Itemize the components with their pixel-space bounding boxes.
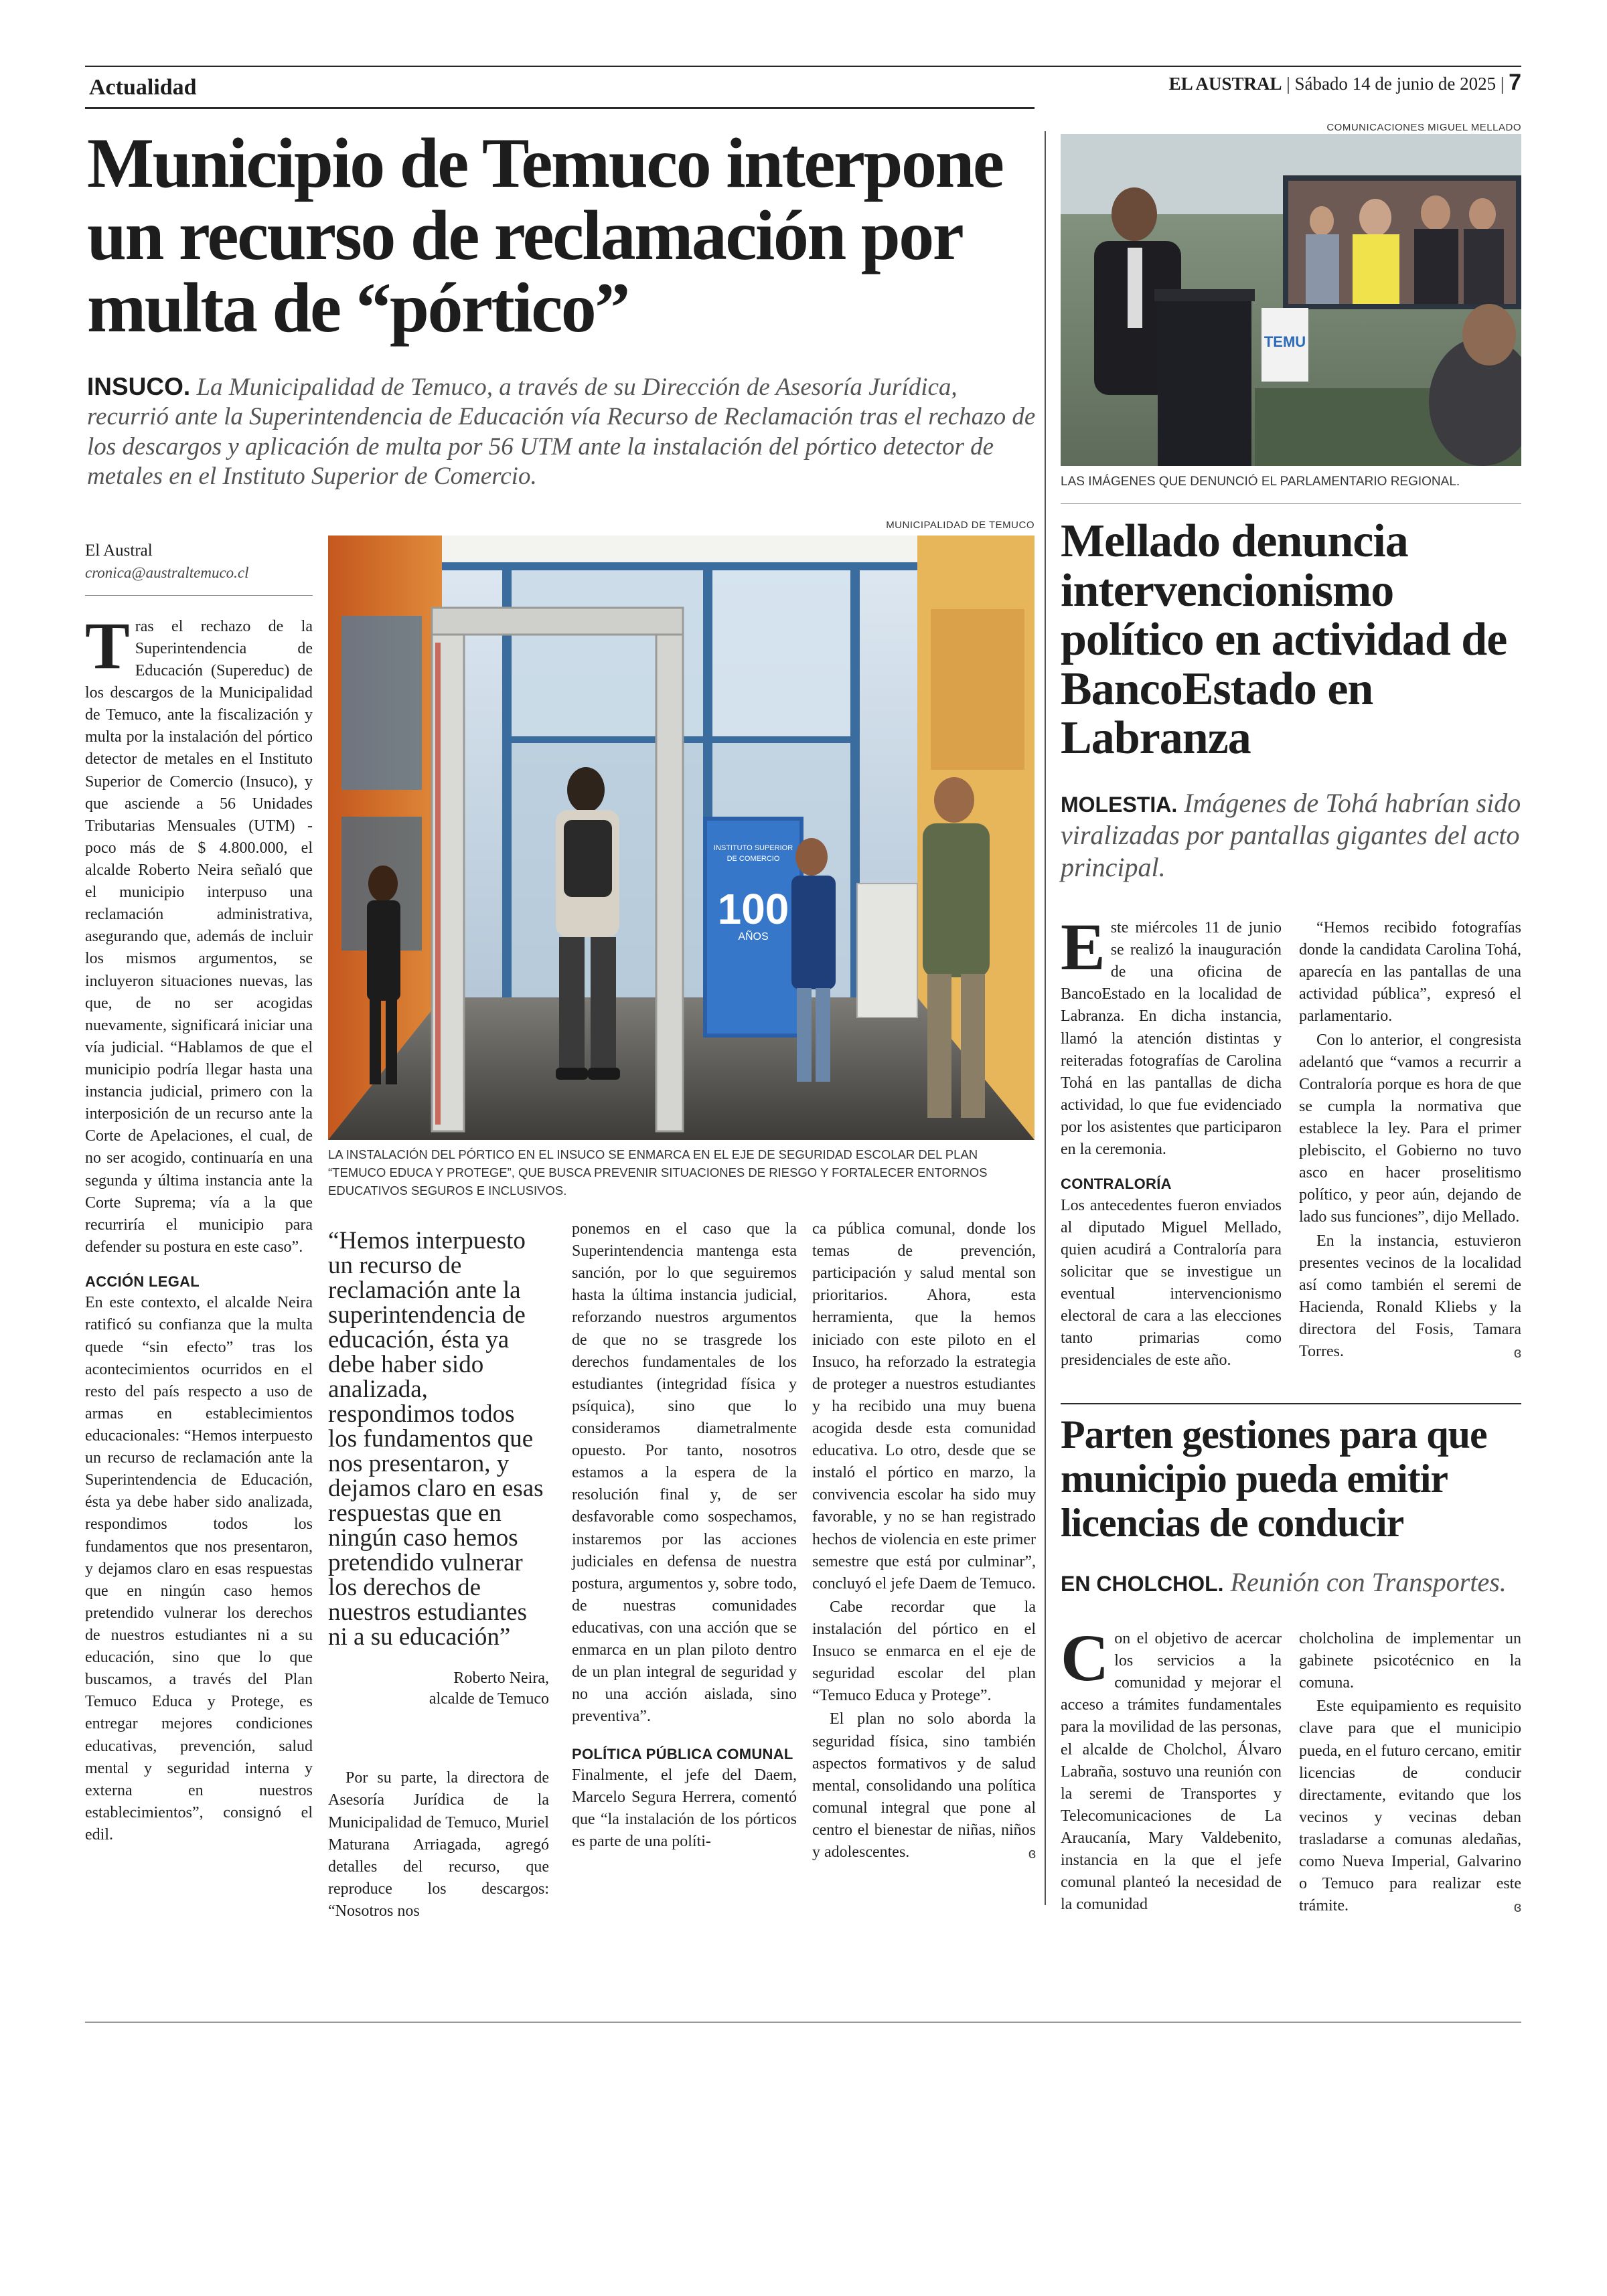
side1-col1-p1: ste miércoles 11 de junio se realizó la inauguración de una oficina de BancoEstado en la localidad de Labranza. En dicha instancia, llamó la atención distintas y reiteradas fotografías de Carolina Tohá en las pantallas de dicha actividad, lo que fue evidenciado por los asistentes que participaron en la ceremonia. <box>1061 919 1282 1159</box>
side2-col2-text <box>1299 1628 1521 1917</box>
main-col3-p1: ponemos en el caso que la Superintendencia mantenga esta sanción, por lo que seguiremos hasta la última instancia judicial, reforzando nuestros argumentos de que no se trasgrede los derechos fundamentales de los estudiantes (integridad física y psíquica), sino que lo consideramos diametralmente opuesto. Por tanto, nosotros estamos a la espera de la resolución final y, de ser desfavorable como sospechamos, instaremos por las acciones judiciales en defensa de nuestra postura, argumentos y, sobre todo, de nuestras comunidades educativas, con una acción que se enmarca en un plan piloto dentro de un plan integral de seguridad y no una acción aislada, sino preventiva”. <box>572 1220 797 1726</box>
side1-photo-illustration <box>1061 134 1521 466</box>
main-headline: Municipio de Temuco interpone un recurso de reclamación por multa de “pórtico” <box>87 124 1003 347</box>
masthead <box>919 70 1521 96</box>
page-number: 7 <box>1509 70 1521 95</box>
side1-headline: Mellado denuncia intervencionismo político en actividad de BancoEstado en Labranza <box>1061 515 1507 764</box>
masthead-separator: | <box>1286 74 1295 94</box>
side2-col2-p1: cholcholina de implementar un gabinete psicotécnico en la comuna. <box>1299 1630 1521 1692</box>
section-label: Actualidad <box>89 75 197 100</box>
quote-author: Roberto Neira, <box>453 1669 549 1687</box>
side2-col-1 <box>1061 1621 1282 1917</box>
side1-col2-p1: “Hemos recibido fotografías donde la candidata Carolina Tohá, aparecía en las pantallas de una actividad pública”, expresó el parlamentario. <box>1299 919 1521 1026</box>
side1-subhead: CONTRALORÍA <box>1061 1175 1172 1193</box>
main-col-4 <box>812 1218 1036 1862</box>
main-col1-p1: ras el rechazo de la Superintendencia de Educación (Supereduc) de los descargos de la Municipalidad de Temuco, ante la fiscalización y multa por la instalación del pórtico detector de metales en el Instituto Superior de Comercio (Insuco), y que asciende a 56 Unidades Tributarias Mensuales (UTM) -poco más de $ 4.800.000, el alcalde Roberto Neira señaló que el municipio interpuso una reclamación administrativa, asegurando que, además de incluir los mismos argumentos, se incluyeron situaciones nuevas, las que, de no ser acogidas nuevamente, significará iniciar una vía judicial. “Hablamos de que el municipio podría llegar hasta una instancia judicial, primero con la interposición de un recurso ante la Corte de Apelaciones, el cual, de no ser acogido, continuaría en una segunda y última instancia ante la Corte Suprema; vía a la que recurriría el municipio para defender su postura en este caso”. <box>85 617 313 1256</box>
main-col2-p1: Por su parte, la directora de Asesoría Jurídica de la Municipalidad de Temuco, Muriel Maturana Arriagada, agregó detalles del recurso, que reproduce los descargos: “Nosotros nos <box>328 1769 549 1920</box>
side2-end-mark: ɞ <box>1513 1898 1521 1916</box>
main-kicker: INSUCO. <box>87 373 191 400</box>
main-col1-text <box>85 608 313 1846</box>
banner-text-line2: DE COMERCIO <box>726 855 780 863</box>
newspaper-name: EL AUSTRAL <box>1168 74 1282 94</box>
main-end-mark: ɞ <box>1028 1845 1036 1862</box>
side2-lede <box>1061 1566 1521 1598</box>
byline <box>85 540 313 583</box>
banner-text-big: 100 <box>717 885 789 933</box>
side1-photo-credit: COMUNICACIONES MIGUEL MELLADO <box>1326 122 1521 133</box>
side1-photo-caption: LAS IMÁGENES QUE DENUNCIÓ EL PARLAMENTARIO REGIONAL. <box>1061 475 1460 489</box>
main-photo-caption: LA INSTALACIÓN DEL PÓRTICO EN EL INSUCO SE ENMARCA EN EL EJE DE SEGURIDAD ESCOLAR DEL PLAN “TEMUCO EDUCA Y PROTEGE”, QUE BUSCA PREVENIR SITUACIONES DE RIESGO Y FORTALECER ENTORNOS EDUCATIVOS SEGUROS E INCLUSIVOS. <box>328 1147 988 1198</box>
side2-col1-p1: on el objetivo de acercar los servicios a la comunidad y mejorar el acceso a trámites fundamentales para la movilidad de las personas, el alcalde de Cholchol, Álvaro Labraña, sostuvo una reunión con la seremi de Transportes y Telecomunicaciones de La Araucanía, Mary Valdebenito, instancia en la que el jefe comunal planteó la necesidad de la comunidad <box>1061 1630 1282 1914</box>
side1-photo <box>1061 134 1521 466</box>
side1-rule <box>1061 503 1521 504</box>
top-rule <box>85 66 1521 67</box>
main-lede-text: La Municipalidad de Temuco, a través de su Dirección de Asesoría Jurídica, recurrió ante la Superintendencia de Educación vía Recurso de Reclamación tras el rechazo de los descargos y aplicación de multa por 56 UTM ante la instalación del pórtico detector de metales en el Instituto Superior de Comercio. <box>87 374 1036 491</box>
bottom-rule <box>85 2022 1521 2023</box>
main-col2-text <box>328 1767 549 1922</box>
quote-role: alcalde de Temuco <box>429 1690 549 1708</box>
side2-col2-p2: Este equipamiento es requisito clave para que el municipio pueda, en el futuro cercano, emitir licencias de conducir directamente, evitando que los vecinos y vecinas deban trasladarse a comunas aledañas, como Nueva Imperial, Galvarino o Temuco para realizar este trámite. <box>1299 1698 1521 1915</box>
side1-col-1 <box>1061 910 1282 1373</box>
side2-drop-cap: C <box>1061 1621 1109 1695</box>
main-col-1 <box>85 540 313 1848</box>
main-lede <box>87 372 1038 492</box>
main-col4-p2: Cabe recordar que la instalación del pórtico en el Insuco se enmarca en el eje de seguridad escolar del plan “Temuco Educa y Protege”. <box>812 1598 1036 1705</box>
side1-col2-p3: En la instancia, estuvieron presentes vecinos de la localidad así como también el seremi de Hacienda, Ronald Kliebs y la directora del Fosis, Tamara Torres. <box>1299 1232 1521 1361</box>
pull-quote: “Hemos interpuesto un recurso de reclamación ante la superintendencia de educación, ésta ya debe haber sido analizada, respondimos todos los fundamentos que nos presentaron, y dejamos claro en esas respuestas que en ningún caso hemos pretendido vulnerar los derechos de nuestros estudiantes ni a su educación” <box>328 1227 544 1651</box>
side2-col-2 <box>1299 1628 1521 1916</box>
main-col4-p1: ca pública comunal, donde los temas de prevención, participación y salud mental son prioritarios. Ahora, esta herramienta, que la hemos iniciado con este piloto en el Insuco, ha reforzado la estrategia de proteger a nuestros estudiantes y ha recibido una muy buena acogida desde esta comunidad educativa. Lo otro, desde que se instaló el pórtico en marzo, la convivencia escolar ha sido muy favorable, y no se han registrado hechos de violencia en este primer semestre que está por culminar”, concluyó el jefe Daem de Temuco. <box>812 1220 1036 1592</box>
side1-kicker: MOLESTIA. <box>1061 793 1178 817</box>
masthead-separator: | <box>1500 74 1509 94</box>
main-drop-cap: T <box>85 608 130 683</box>
main-col3-text <box>572 1218 797 1853</box>
main-photo-credit: MUNICIPALIDAD DE TEMUCO <box>886 519 1035 531</box>
side1-end-mark: ɞ <box>1513 1344 1521 1362</box>
main-subhead-policy: POLÍTICA PÚBLICA COMUNAL <box>572 1745 793 1762</box>
issue-date: Sábado 14 de junio de 2025 <box>1294 74 1497 94</box>
main-subhead-legal: ACCIÓN LEGAL <box>85 1273 200 1290</box>
side1-col1-text <box>1061 910 1282 1372</box>
main-col-2 <box>328 1228 549 1924</box>
side2-headline: Parten gestiones para que municipio pueda emitir licencias de conducir <box>1061 1412 1487 1545</box>
section-underline <box>85 107 1035 109</box>
main-col-3 <box>572 1218 797 1854</box>
main-col3-p2: Finalmente, el jefe del Daem, Marcelo Segura Herrera, comentó que “la instalación de los pórticos es parte de una políti- <box>572 1766 797 1851</box>
author-name: El Austral <box>85 542 153 560</box>
quote-attribution <box>328 1668 549 1710</box>
main-photo <box>328 536 1035 1140</box>
author-email: cronica@australtemuco.cl <box>85 564 249 581</box>
side1-drop-cap: E <box>1061 910 1105 984</box>
byline-rule <box>85 595 313 596</box>
side-divider <box>1061 1403 1521 1404</box>
side1-col2-p2: Con lo anterior, el congresista adelantó que “vamos a recurrir a Contraloría porque es hora de que se cumpla la normativa que establece la ley. Para el primer plebiscito, el Gobierno no tuvo asco en hacer proselitismo político, y peor aún, dejando de lado sus funciones”, dijo Mellado. <box>1299 1031 1521 1226</box>
side1-col1-p2: Los antecedentes fueron enviados al diputado Miguel Mellado, quien acudirá a Contraloría para solicitar que se investigue un eventual intervencionismo electoral de cara a las elecciones tanto primarias como presidenciales de este año. <box>1061 1196 1282 1370</box>
main-col4-text <box>812 1218 1036 1864</box>
side2-col1-text <box>1061 1621 1282 1916</box>
side1-lede <box>1061 787 1521 884</box>
main-col4-p3: El plan no solo aborda la seguridad física, sino también aspectos formativos y de salud mental, consolidando una política comunal integral que pone al centro el bienestar de niñas, niños y adolescentes. <box>812 1710 1036 1862</box>
main-photo-illustration <box>328 536 1035 1140</box>
main-col1-p2: En este contexto, el alcalde Neira ratificó su confianza que la multa quede “sin efecto” tras los acontecimientos ocurridos en el resto del país respecto a uso de armas en establecimientos educacionales: “Hemos interpuesto un recurso de reclamación ante la Superintendencia de Educación, ésta ya debe haber sido analizada, respondimos todos los fundamentos que nos presentaron, y dejamos claro en esas respuestas que en ningún caso hemos pretendido vulnerar los derechos de nuestros estudiantes ni a su educación, sino que lo que buscamos, a través del Plan Temuco Educa y Protege, es entregar mejores condiciones educativas, prevención, salud mental y seguridad interna y externa en nuestros establecimientos”, consignó el edil. <box>85 1294 313 1843</box>
column-divider <box>1045 131 1046 1905</box>
banner-text-line1: INSTITUTO SUPERIOR <box>713 844 793 852</box>
side2-kicker: EN CHOLCHOL. <box>1061 1572 1224 1596</box>
side1-col2-text <box>1299 917 1521 1363</box>
podium-sign-text: TEMU <box>1264 333 1306 350</box>
side2-lede-text: Reunión con Transportes. <box>1230 1567 1507 1597</box>
banner-text-small: AÑOS <box>738 931 769 942</box>
side1-col-2 <box>1299 917 1521 1362</box>
side1-lede-text: Imágenes de Tohá habrían sido viralizadas por pantallas gigantes del acto principal. <box>1061 788 1521 882</box>
